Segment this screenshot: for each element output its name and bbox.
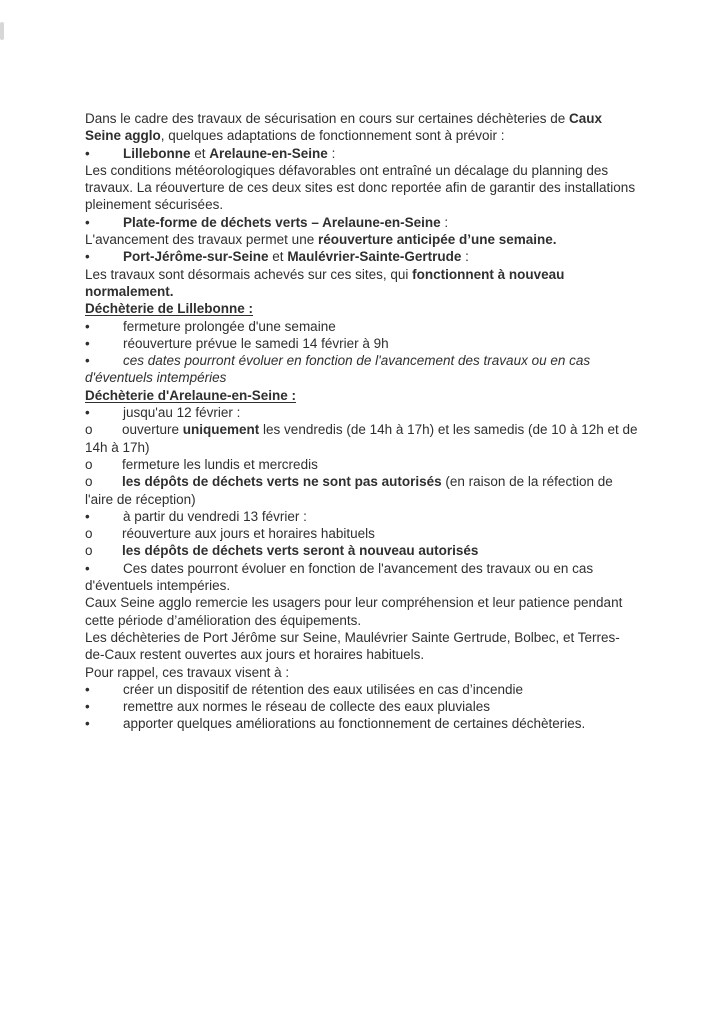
list-item-text: réouverture prévue le samedi 14 février à 9h [123,335,389,351]
body-text: Les travaux sont désormais achevés sur ces sites, qui [85,266,413,282]
bullet-marker: • [85,335,90,351]
bullet-marker: • [85,214,90,230]
list-item [85,352,638,387]
bullet-marker: • [85,508,90,524]
sub-bullet-marker: o [85,543,93,559]
sub-list-item [85,525,638,542]
list-item [85,318,638,335]
list-item-until [85,404,638,421]
reminder-paragraph: Pour rappel, ces travaux visent à : [85,664,290,680]
bullet-reopened-sites [85,248,638,265]
open-sites-paragraph: Les déchèteries de Port Jérôme sur Seine, Maulévrier Sainte Gertrude, Bolbec, et Terres-de-Caux restent ouvertes aux jours et horaires habituels. [85,629,620,663]
section-heading-lillebonne: Déchèterie de Lillebonne : [85,301,254,317]
bullet-green-waste [85,214,638,231]
sub-bullet-marker: o [85,422,93,438]
bullet-marker: • [85,353,90,369]
scan-artifact [0,22,4,40]
goal-text: apporter quelques améliorations au fonctionnement de certaines déchèteries. [123,716,586,732]
separator-text: et [190,145,210,161]
bullet-marker: • [85,560,90,576]
bullet-marker: • [85,716,90,732]
site-name: Lillebonne [123,145,191,161]
sub-list-item [85,473,638,508]
list-item-text: Ces dates pourront évoluer en fonction de l'avancement des travaux ou en cas d'éventuels intempéries. [85,560,594,594]
goal-item [85,681,638,698]
colon-text: : [440,214,449,230]
colon-text: : [327,145,336,161]
intro-text-after: , quelques adaptations de fonctionnement sont à prévoir : [160,128,505,144]
list-item [85,335,638,352]
body-bold-text: uniquement [182,422,260,438]
body-bold-text: réouverture anticipée d’une semaine. [317,232,557,248]
body-text: L'avancement des travaux permet une [85,232,318,248]
goal-item [85,698,638,715]
list-item-text: fermeture prolongée d'une semaine [123,318,336,334]
reopened-sites-body [85,266,638,301]
colon-text: : [461,249,469,265]
sub-list-item [85,542,638,559]
sub-item-text: réouverture aux jours et horaires habituels [122,526,375,542]
bullet-marker: • [85,145,90,161]
sub-item-text: fermeture les lundis et mercredis [122,456,318,472]
body-text: (en raison de la réfection de l'aire de réception) [85,474,613,507]
sub-list-item [85,421,638,456]
reopened-sites-title [123,249,469,264]
document-content [85,110,638,733]
body-bold-text: les dépôts de déchets verts ne sont pas autorisés [122,474,442,490]
sub-item-text [85,474,613,506]
bullet-marker: • [85,681,90,697]
body-text: ouverture [122,422,183,438]
site-name: Maulévrier-Sainte-Gertrude [287,249,462,265]
site-name: Port-Jérôme-sur-Seine [123,249,269,265]
site-name: Arelaune-en-Seine [209,145,328,161]
body-text: les vendredis (de 14h à 17h) et les samedis (de 10 à 12h et de 14h à 17h) [85,422,638,455]
section-heading-arelaune: Déchèterie d'Arelaune-en-Seine : [85,387,297,403]
green-waste-title [123,215,448,230]
goal-text: créer un dispositif de rétention des eaux utilisées en cas d’incendie [123,681,523,697]
intro-text-before: Dans le cadre des travaux de sécurisation en cours sur certaines déchèteries de [85,111,570,126]
list-item-text: à partir du vendredi 13 février : [123,508,307,524]
bullet-marker: • [85,318,90,334]
site-name: Plate-forme de déchets verts – Arelaune-en-Seine [123,214,441,230]
list-item-from [85,508,638,525]
sub-item-bold-text: les dépôts de déchets verts seront à nouveau autorisés [122,543,479,559]
separator-text: et [268,249,288,265]
sub-item-text [85,422,638,454]
bullet-closed-sites [85,145,638,162]
closed-sites-title [123,146,335,161]
green-waste-body [85,231,638,248]
bullet-marker: • [85,405,90,421]
goal-item [85,715,638,732]
body-bold-text: fonctionnent à nouveau normalement. [85,266,565,299]
sub-bullet-marker: o [85,456,93,472]
goal-text: remettre aux normes le réseau de collecte des eaux pluviales [123,699,490,715]
bullet-marker: • [85,249,90,265]
bullet-dates-note [85,560,638,595]
sub-list-item [85,456,638,473]
thanks-paragraph: Caux Seine agglo remercie les usagers pour leur compréhension et leur patience pendant cette période d’amélioration des équipements. [85,595,623,628]
list-item-italic-text: ces dates pourront évoluer en fonction de l'avancement des travaux ou en cas d'éventuels intempéries [85,353,591,386]
sub-bullet-marker: o [85,526,93,542]
intro-paragraph [85,110,638,145]
closed-sites-body: Les conditions météorologiques défavorables ont entraîné un décalage du planning des travaux. La réouverture de ces deux sites est donc reportée afin de garantir des installations pleinement sécurisées. [85,162,636,213]
sub-bullet-marker: o [85,474,93,490]
list-item-text: jusqu'au 12 février : [123,405,241,421]
bullet-marker: • [85,699,90,715]
org-name: Caux Seine agglo [85,111,603,144]
